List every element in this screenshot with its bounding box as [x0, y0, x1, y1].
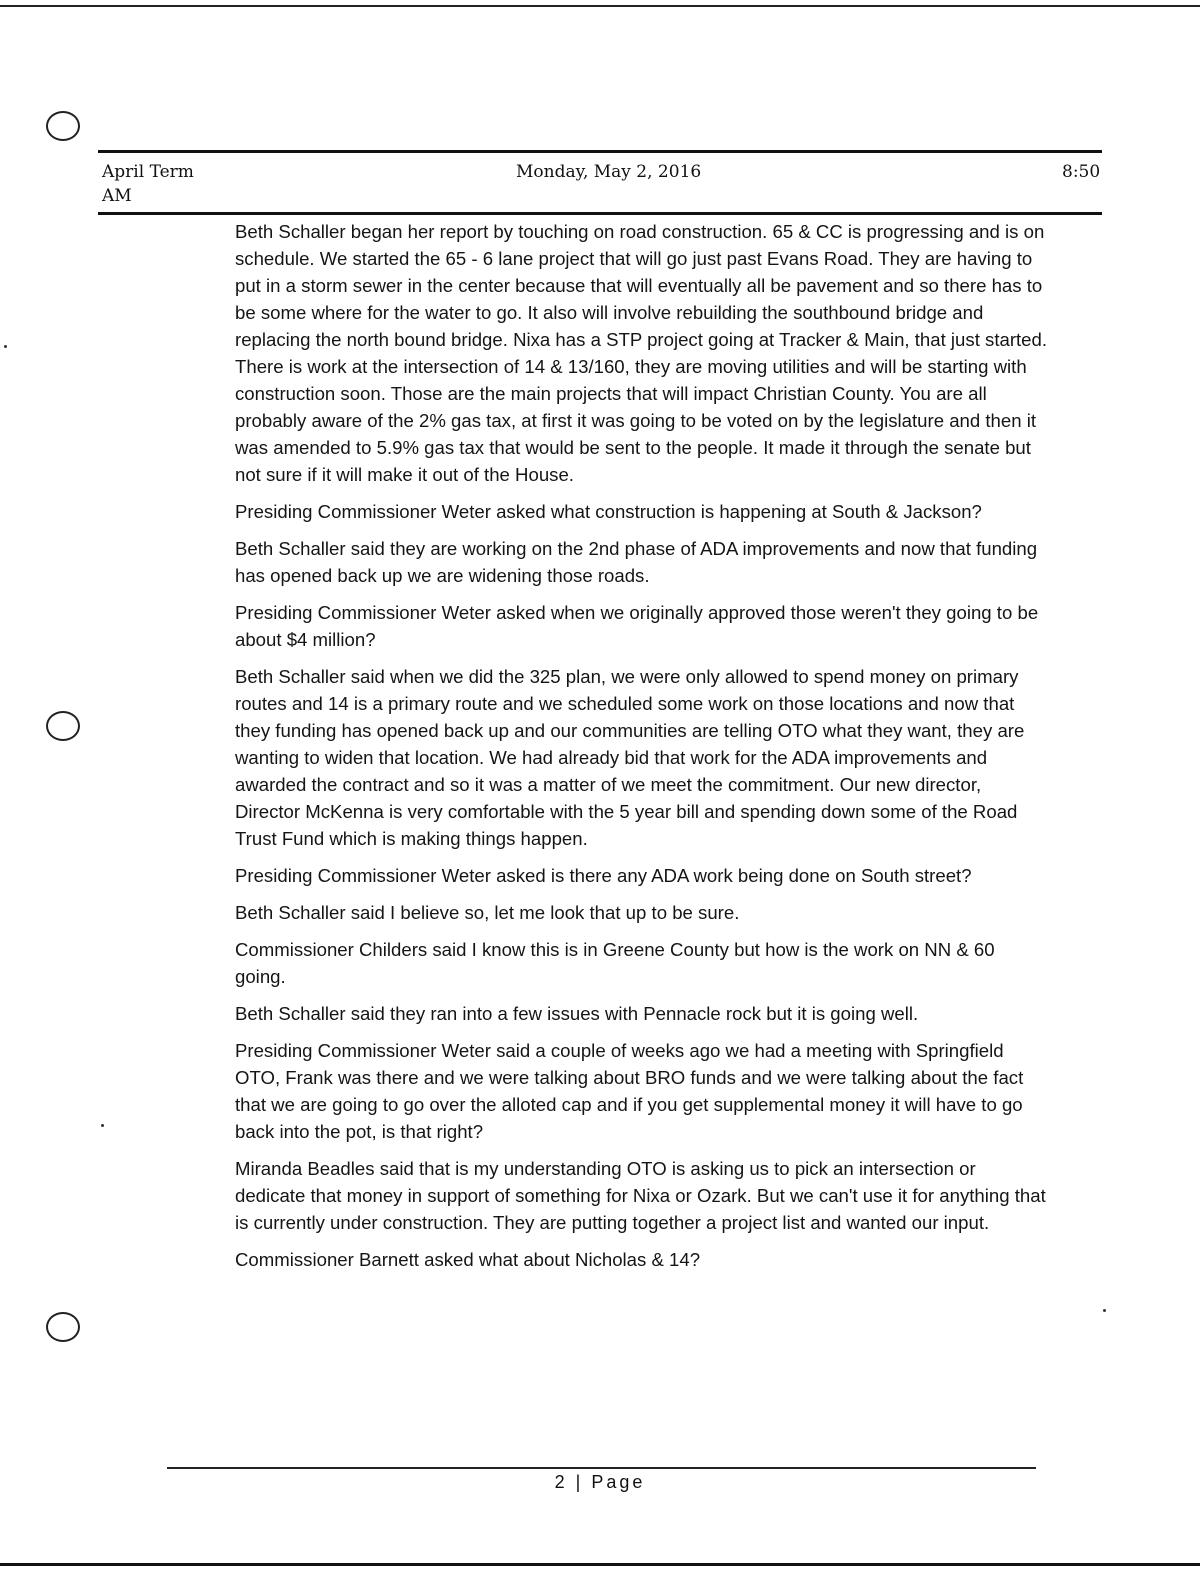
- minutes-paragraph: Beth Schaller said they ran into a few issues with Pennacle rock but it is going well.: [235, 1003, 919, 1024]
- scan-speck: [4, 345, 7, 348]
- punch-hole-icon: [46, 111, 80, 141]
- scan-speck: [101, 1124, 104, 1127]
- minutes-paragraph: Presiding Commissioner Weter asked is there any ADA work being done on South street?: [235, 865, 972, 886]
- minutes-paragraph: Miranda Beadles said that is my understanding OTO is asking us to pick an intersection or dedicate that money in support of something for Nixa or Ozark. But we can't use it for anything that is currently under construction. They are putting together a project list and wanted our input.: [235, 1158, 1046, 1233]
- footer-rule: [167, 1467, 1036, 1469]
- minutes-body: [235, 218, 1050, 1283]
- meeting-date: Monday, May 2, 2016: [516, 162, 702, 182]
- minutes-paragraph: Beth Schaller said when we did the 325 plan, we were only allowed to spend money on primary routes and 14 is a primary route and we scheduled some work on those locations and now that they funding has opened back up and our communities are telling OTO what they want, they are wanting to widen that location. We had already bid that work for the ADA improvements and awarded the contract and so it was a matter of we meet the commitment. Our new director, Director McKenna is very comfortable with the 5 year bill and spending down some of the Road Trust Fund which is making things happen.: [235, 666, 1025, 849]
- scan-speck: [1103, 1309, 1106, 1312]
- term-label: April Term: [102, 162, 194, 182]
- header-rule-top: [98, 150, 1102, 153]
- punch-hole-icon: [46, 711, 80, 741]
- minutes-paragraph: Presiding Commissioner Weter asked what construction is happening at South & Jackson?: [235, 501, 982, 522]
- meeting-time: 8:50: [1062, 162, 1101, 182]
- minutes-paragraph: Commissioner Barnett asked what about Nicholas & 14?: [235, 1249, 701, 1270]
- minutes-paragraph: Beth Schaller said they are working on the 2nd phase of ADA improvements and now that funding has opened back up we are widening those roads.: [235, 538, 1038, 586]
- minutes-paragraph: Beth Schaller began her report by touching on road construction. 65 & CC is progressing and is on schedule. We started the 65 - 6 lane project that will go just past Evans Road. They are having to put in a storm sewer in the center because that will eventually all be pavement and so there has to be some where for the water to go. It also will involve rebuilding the southbound bridge and replacing the north bound bridge. Nixa has a STP project going at Tracker & Main, that just started. There is work at the intersection of 14 & 13/160, they are moving utilities and will be starting with construction soon. Those are the main projects that will impact Christian County. You are all probably aware of the 2% gas tax, at first it was going to be voted on by the legislature and then it was amended to 5.9% gas tax that would be sent to the people. It made it through the senate but not sure if it will make it out of the House.: [235, 221, 1048, 485]
- scan-top-edge: [0, 5, 1200, 7]
- term-ampm-label: AM: [102, 186, 132, 206]
- minutes-paragraph: Beth Schaller said I believe so, let me look that up to be sure.: [235, 902, 740, 923]
- scan-bottom-edge: [0, 1563, 1200, 1566]
- minutes-paragraph: Presiding Commissioner Weter said a couple of weeks ago we had a meeting with Springfield OTO, Frank was there and we were talking about BRO funds and we were talking about the fact that we are going to go over the alloted cap and if you get supplemental money it will have to go back into the pot, is that right?: [235, 1040, 1024, 1142]
- minutes-paragraph: Commissioner Childers said I know this is in Greene County but how is the work on NN & 60 going.: [235, 939, 995, 987]
- page-number: 2 | Page: [554, 1472, 646, 1492]
- punch-hole-icon: [46, 1312, 80, 1342]
- header-rule-bottom: [98, 212, 1102, 215]
- minutes-paragraph: Presiding Commissioner Weter asked when we originally approved those weren't they going to be about $4 million?: [235, 602, 1039, 650]
